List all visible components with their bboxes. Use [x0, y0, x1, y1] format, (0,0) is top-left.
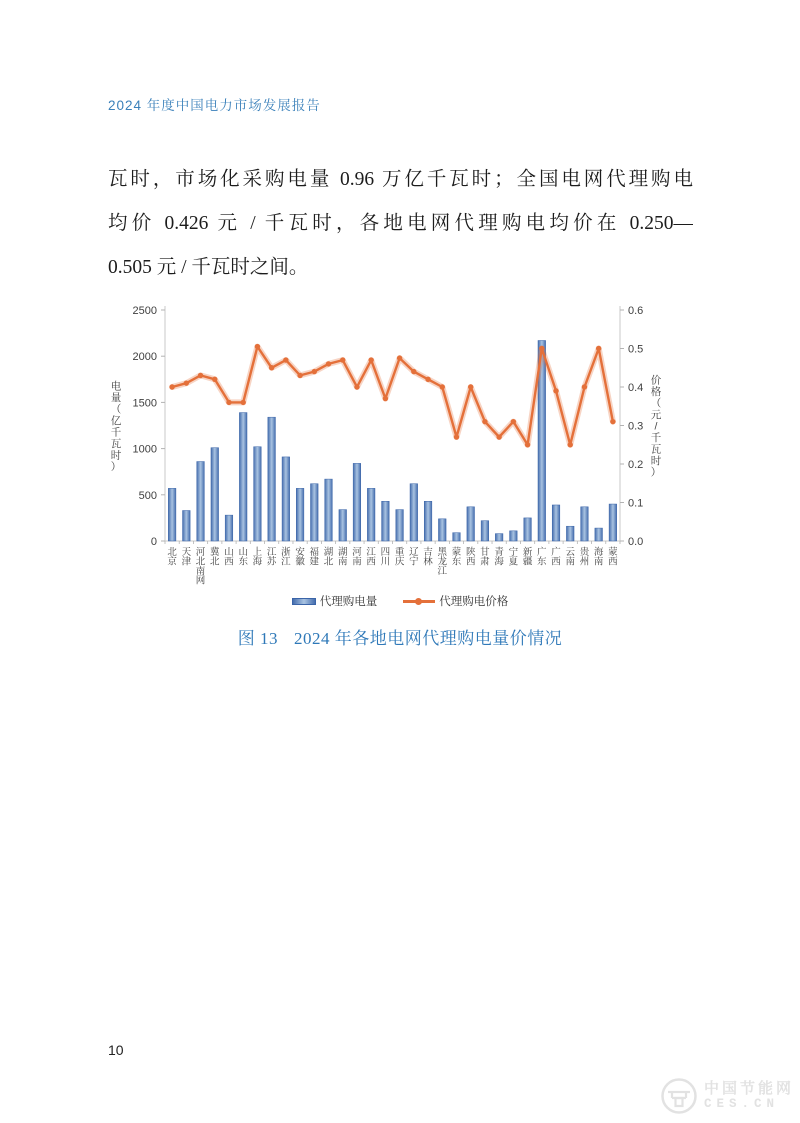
x-axis-label: 蒙东 — [451, 547, 462, 568]
x-axis-label: 河北南网 — [195, 547, 206, 587]
price-point-江西 — [368, 357, 373, 362]
bar-上海 — [254, 447, 262, 541]
bar-四川 — [382, 501, 390, 541]
x-axis-label: 河南 — [352, 547, 362, 568]
price-point-山西 — [226, 400, 231, 405]
bar-河南 — [353, 463, 361, 541]
price-point-福建 — [312, 369, 317, 374]
bar-广西 — [552, 505, 560, 541]
x-axis-label: 云南 — [565, 547, 575, 568]
figure-caption — [0, 624, 800, 649]
bar-辽宁 — [410, 484, 418, 541]
legend-bar-swatch-icon — [292, 598, 316, 605]
x-axis-label: 冀北 — [210, 547, 220, 568]
x-axis-label: 海南 — [593, 547, 604, 568]
x-axis-label: 江苏 — [266, 547, 277, 568]
page-number: 10 — [108, 1042, 124, 1058]
price-point-湖南 — [340, 357, 345, 362]
price-point-江苏 — [269, 365, 274, 370]
bar-云南 — [566, 526, 574, 541]
bar-黑龙江 — [438, 519, 446, 541]
bar-蒙东 — [453, 533, 461, 541]
bar-福建 — [310, 484, 318, 541]
bar-安徽 — [296, 488, 304, 541]
price-point-天津 — [184, 380, 189, 385]
x-axis-label: 辽宁 — [409, 547, 419, 568]
legend-label: 代理购电价格 — [439, 596, 509, 608]
y-left-tick-label: 2000 — [132, 351, 157, 364]
bar-河北南网 — [197, 462, 205, 541]
price-point-蒙东 — [454, 434, 459, 439]
x-axis-label: 山西 — [224, 547, 234, 568]
figure-number: 图 13 — [237, 629, 278, 648]
x-axis-label: 浙江 — [281, 547, 291, 568]
paragraph-line: 0.505 元 / 千瓦时之间。 — [108, 257, 309, 278]
price-point-上海 — [255, 344, 260, 349]
bar-海南 — [595, 528, 603, 541]
price-point-海南 — [596, 346, 601, 351]
bar-湖南 — [339, 510, 347, 541]
x-axis-label: 黑龙江 — [437, 547, 448, 577]
legend-item-price — [403, 593, 508, 609]
bar-江苏 — [268, 417, 276, 541]
price-point-云南 — [568, 442, 573, 447]
bar-江西 — [367, 488, 375, 541]
bar-北京 — [168, 488, 176, 541]
paragraph-line: 瓦时，市场化采购电量 0.96 万亿千瓦时；全国电网代理购电 — [108, 169, 693, 190]
price-point-辽宁 — [411, 369, 416, 374]
y-right-tick-label: 0.5 — [628, 343, 644, 356]
price-point-山东 — [241, 400, 246, 405]
y-right-axis-title: 价格（元/千瓦时） — [650, 374, 662, 479]
price-point-安徽 — [297, 373, 302, 378]
price-point-北京 — [169, 384, 174, 389]
bar-天津 — [183, 511, 191, 541]
price-point-冀北 — [212, 377, 217, 382]
x-axis-label: 新疆 — [522, 547, 533, 568]
legend-item-volume — [292, 593, 378, 609]
price-point-吉林 — [425, 377, 430, 382]
bar-冀北 — [211, 448, 219, 541]
y-left-tick-label: 500 — [138, 489, 157, 502]
y-right-tick-label: 0.6 — [628, 305, 644, 317]
bar-山东 — [239, 413, 247, 541]
price-point-浙江 — [283, 357, 288, 362]
y-left-tick-label: 1000 — [132, 443, 157, 456]
y-right-tick-label: 0.1 — [628, 497, 644, 510]
bar-宁夏 — [510, 531, 518, 541]
bar-浙江 — [282, 457, 290, 541]
x-axis-label: 吉林 — [423, 547, 433, 568]
bar-贵州 — [581, 507, 589, 541]
bar-重庆 — [396, 510, 404, 541]
y-left-tick-label: 2500 — [132, 305, 157, 317]
bar-吉林 — [424, 501, 432, 541]
price-point-新疆 — [525, 442, 530, 447]
bar-新疆 — [524, 518, 532, 541]
x-axis-label: 上海 — [252, 547, 263, 568]
price-point-河北南网 — [198, 373, 203, 378]
y-left-tick-label: 1500 — [132, 397, 157, 410]
x-axis-label: 四川 — [380, 547, 391, 568]
x-axis-label: 山东 — [238, 547, 248, 568]
watermark — [660, 1077, 794, 1115]
x-axis-label: 福建 — [309, 547, 320, 568]
x-axis-label: 青海 — [494, 547, 504, 568]
bar-青海 — [495, 534, 503, 541]
bar-陕西 — [467, 507, 475, 541]
x-axis-label: 北京 — [167, 547, 177, 568]
price-point-贵州 — [582, 384, 587, 389]
y-right-tick-label: 0.4 — [628, 382, 644, 394]
bar-甘肃 — [481, 521, 489, 541]
bar-湖北 — [325, 479, 333, 541]
x-axis-label: 蒙西 — [608, 547, 618, 568]
bar-蒙西 — [609, 504, 617, 541]
price-point-河南 — [354, 384, 359, 389]
price-point-湖北 — [326, 361, 331, 366]
y-right-tick-label: 0.0 — [628, 536, 644, 548]
y-right-tick-label: 0.3 — [628, 420, 644, 433]
report-title-header: 2024 年度中国电力市场发展报告 — [108, 98, 321, 113]
x-axis-label: 广西 — [551, 547, 561, 568]
paragraph-line: 均价 0.426 元 / 千瓦时，各地电网代理购电均价在 0.250— — [108, 213, 693, 234]
price-point-重庆 — [397, 355, 402, 360]
watermark-domain: CES.CN — [703, 1097, 779, 1111]
watermark-text — [704, 1080, 794, 1112]
legend-line-swatch-icon — [403, 597, 435, 605]
legend-label: 代理购电量 — [319, 596, 378, 608]
y-right-tick-label: 0.2 — [628, 459, 644, 471]
price-point-广西 — [553, 388, 558, 393]
x-axis-label: 安徽 — [295, 547, 305, 568]
price-point-陕西 — [468, 384, 473, 389]
figure-title: 2024 年各地电网代理购电量价情况 — [294, 629, 563, 648]
x-axis-label: 重庆 — [394, 547, 405, 568]
price-point-四川 — [383, 396, 388, 401]
chart-legend — [0, 593, 800, 609]
y-left-axis-title: 电量（亿千瓦时） — [110, 380, 122, 473]
price-point-广东 — [539, 346, 544, 351]
x-axis-label: 陕西 — [465, 547, 476, 568]
ces-logo-icon — [660, 1077, 698, 1115]
watermark-site-name: 中国节能网 — [703, 1080, 794, 1097]
x-axis-label: 贵州 — [579, 547, 590, 568]
x-axis-label: 江西 — [366, 547, 376, 568]
price-point-黑龙江 — [440, 384, 445, 389]
price-point-蒙西 — [610, 419, 615, 424]
x-axis-label: 广东 — [537, 547, 547, 568]
x-axis-label: 甘肃 — [480, 547, 490, 568]
combo-chart-canvas — [100, 298, 700, 590]
bar-山西 — [225, 515, 233, 541]
price-point-宁夏 — [511, 419, 516, 424]
price-line — [172, 347, 613, 445]
x-axis-label: 湖北 — [323, 547, 334, 568]
price-point-青海 — [496, 434, 501, 439]
y-left-tick-label: 0 — [150, 536, 157, 548]
x-axis-label: 天津 — [181, 547, 192, 568]
price-point-甘肃 — [482, 419, 487, 424]
x-axis-label: 宁夏 — [508, 547, 519, 568]
x-axis-label: 湖南 — [337, 547, 348, 568]
